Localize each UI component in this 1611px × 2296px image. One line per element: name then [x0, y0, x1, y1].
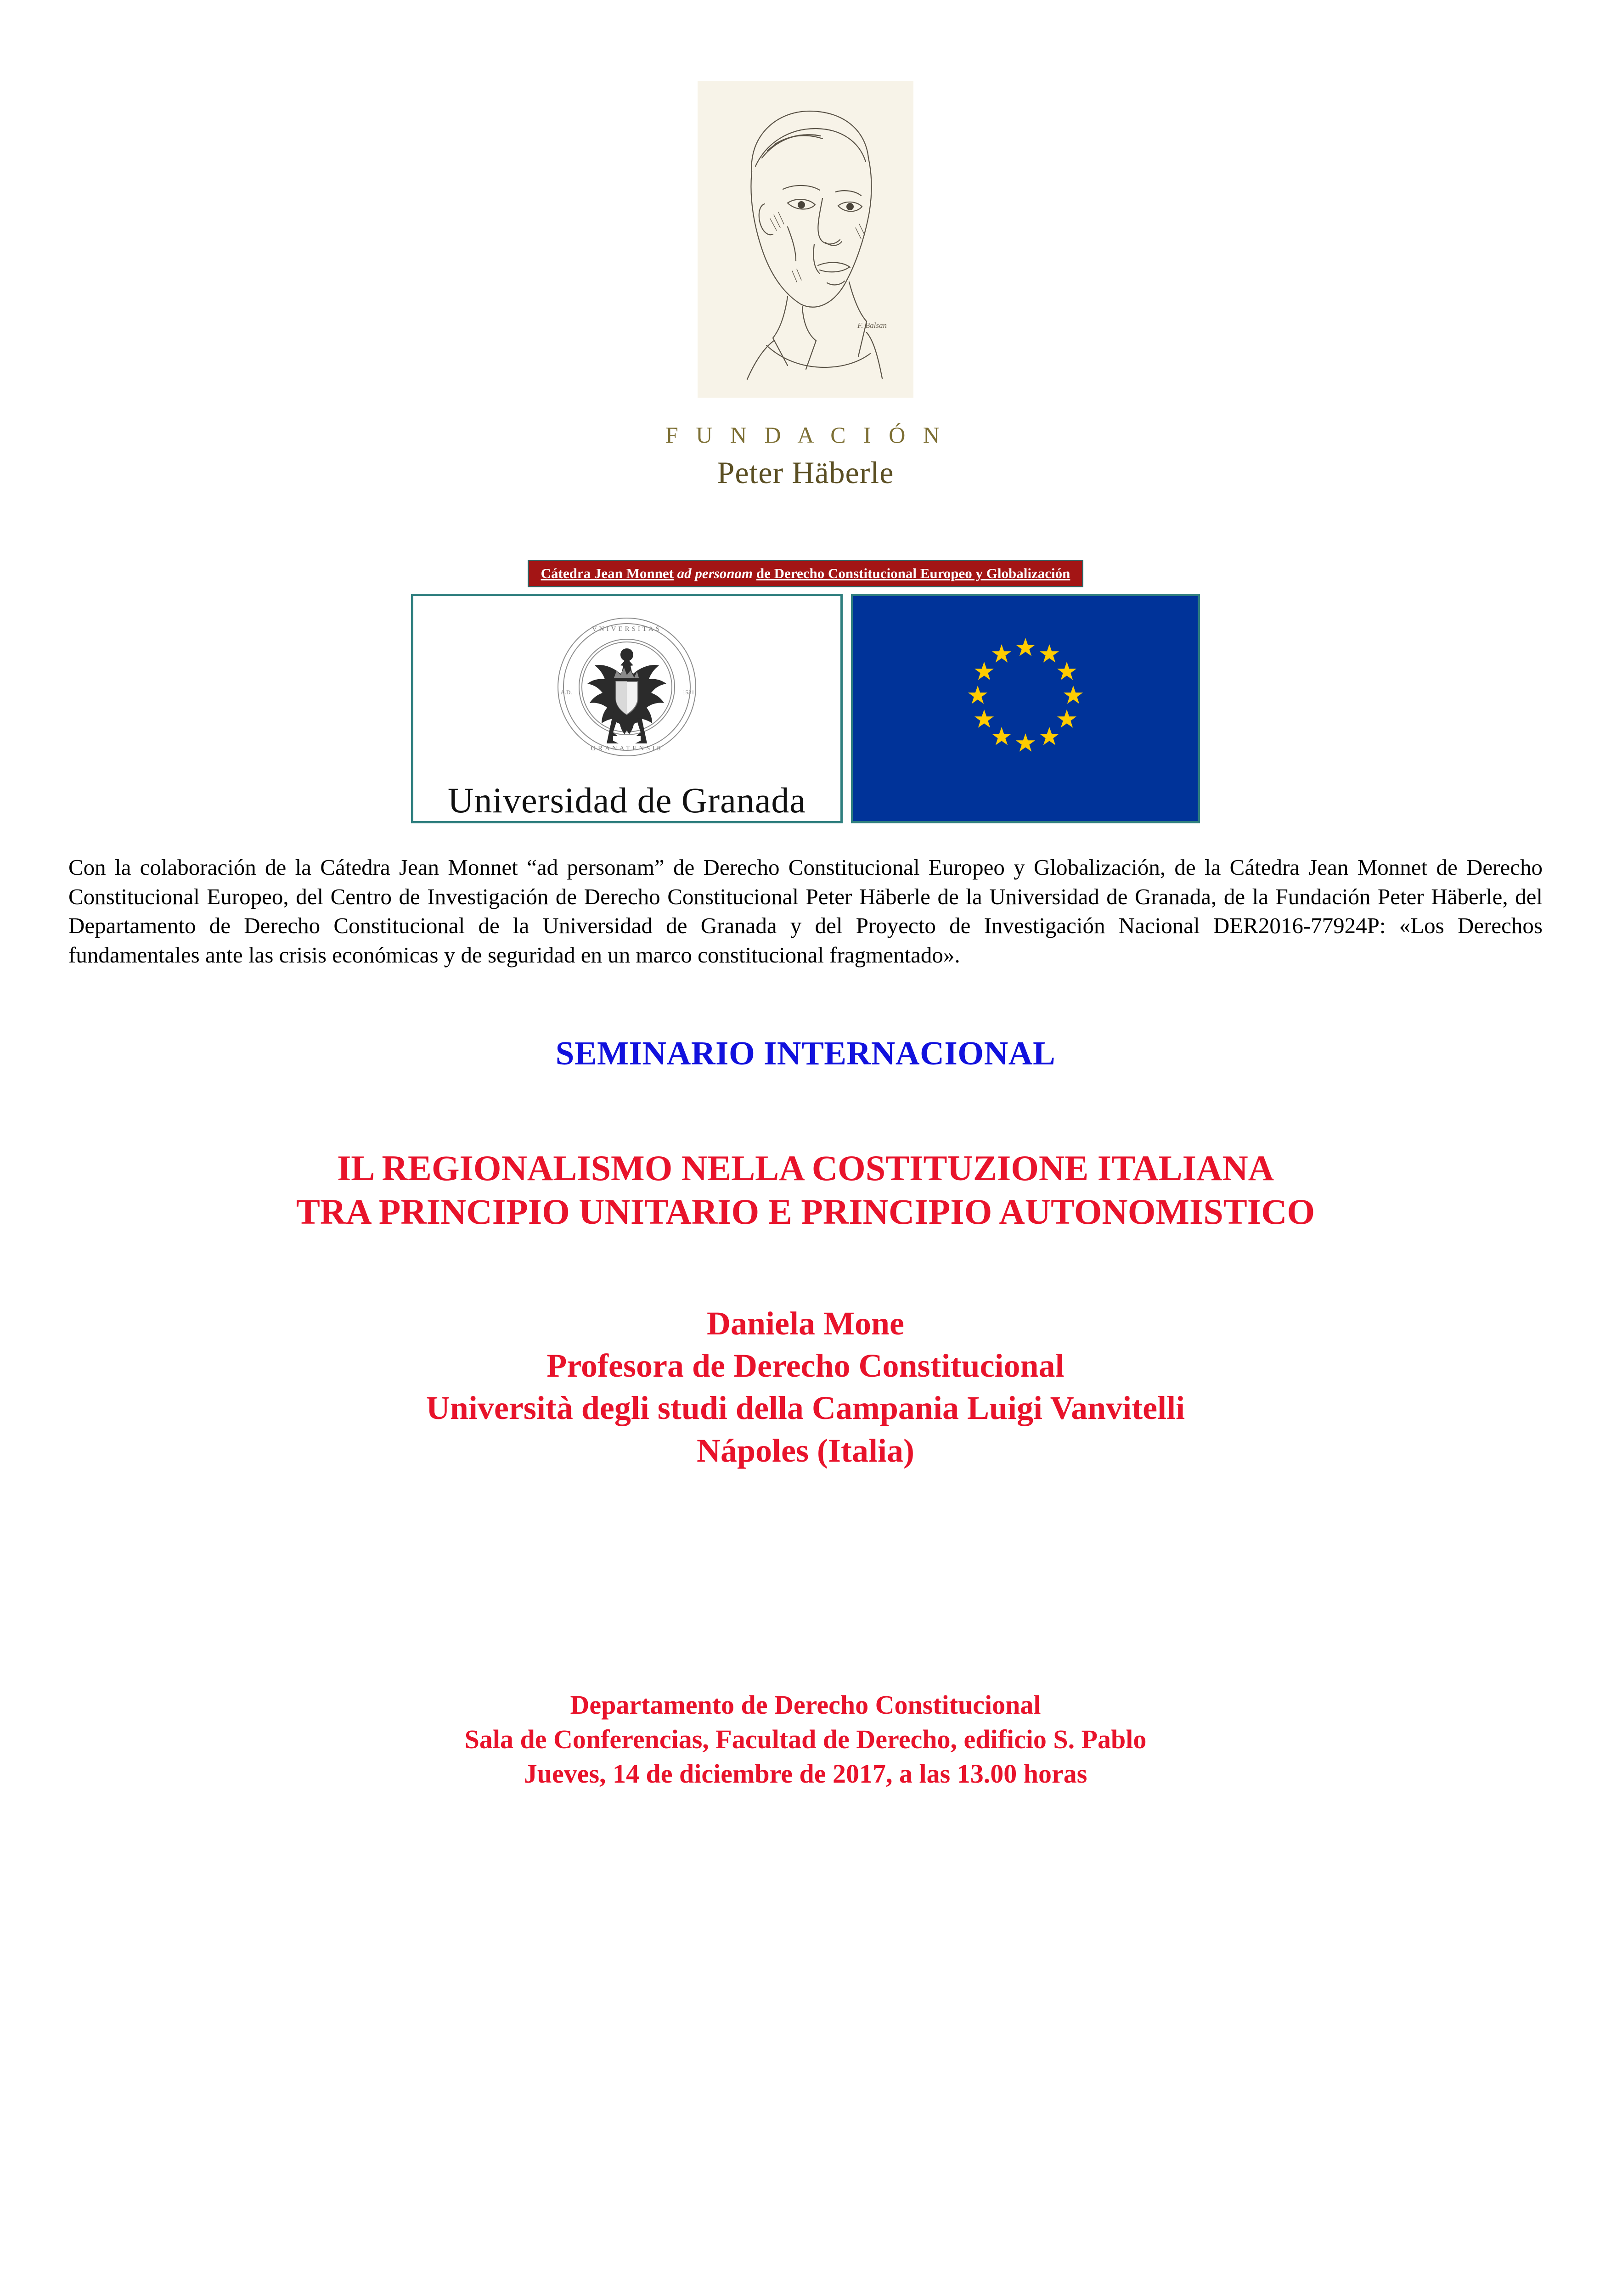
svg-text:VNIVERSITAS: VNIVERSITAS: [591, 625, 662, 633]
svg-text:A.D.: A.D.: [560, 689, 572, 696]
venue-datetime: Jueves, 14 de diciembre de 2017, a las 13.00 horas: [524, 1759, 1087, 1789]
venue-location: Sala de Conferencias, Facultad de Derecho, edificio S. Pablo: [464, 1724, 1147, 1755]
logos-row: [0, 594, 1611, 823]
jean-monnet-chair-banner: [528, 560, 1084, 587]
chair-banner-part2: ad personam: [677, 565, 753, 581]
portrait-signature: F. Balsan: [857, 321, 887, 330]
portrait-frame: [698, 81, 913, 398]
foundation-word: F U N D A C I Ó N: [665, 422, 946, 448]
peter-haberle-portrait-icon: [698, 81, 913, 398]
speaker-block: [0, 1302, 1611, 1472]
collaboration-paragraph: Con la colaboración de la Cátedra Jean Monnet “ad personam” de Derecho Constitucional Europeo y Globalización, de la Cátedra Jean Monnet de Derecho Constitucional Europeo, del Centro de Investigación de Derecho Constitucional Peter Häberle de la Universidad de Granada, de la Fundación Peter Häberle, del Departamento de Derecho Constitucional de la Universidad de Granada y del Proyecto de Investigación Nacional DER2016-77924P: «Los Derechos fundamentales ante las crisis económicas y de seguridad en un marco constitucional fragmentado».: [68, 855, 1543, 968]
foundation-name: Peter Häberle: [717, 455, 894, 490]
svg-text:1531: 1531: [682, 689, 694, 696]
speaker-role: Profesora de Derecho Constitucional: [546, 1347, 1065, 1384]
university-name: Universidad de Granada: [447, 780, 806, 820]
university-of-granada-seal-icon: [530, 604, 723, 779]
speaker-city: Nápoles (Italia): [697, 1432, 914, 1469]
poster-page: [0, 81, 1611, 2296]
chair-banner-part3: de Derecho Constitucional Europeo y Globalización: [756, 565, 1070, 581]
svg-text:GRANATENSIS: GRANATENSIS: [591, 745, 663, 752]
european-union-flag: [851, 594, 1200, 823]
event-title-line2: TRA PRINCIPIO UNITARIO E PRINCIPIO AUTONOMISTICO: [296, 1191, 1315, 1232]
seminar-kicker: SEMINARIO INTERNACIONAL: [555, 1034, 1056, 1072]
chair-banner-part1: Cátedra Jean Monnet: [541, 565, 674, 581]
foundation-logo-block: [0, 81, 1611, 491]
speaker-name: Daniela Mone: [707, 1305, 904, 1342]
eu-stars-icon: [915, 633, 1136, 784]
venue-department: Departamento de Derecho Constitucional: [570, 1689, 1041, 1720]
venue-block: [0, 1688, 1611, 1791]
event-title-line1: IL REGIONALISMO NELLA COSTITUZIONE ITALIANA: [337, 1148, 1274, 1188]
event-title: [0, 1146, 1611, 1233]
chair-banner-wrap: [0, 560, 1611, 587]
speaker-affiliation: Università degli studi della Campania Luigi Vanvitelli: [426, 1390, 1185, 1427]
university-of-granada-logo: [411, 594, 843, 823]
